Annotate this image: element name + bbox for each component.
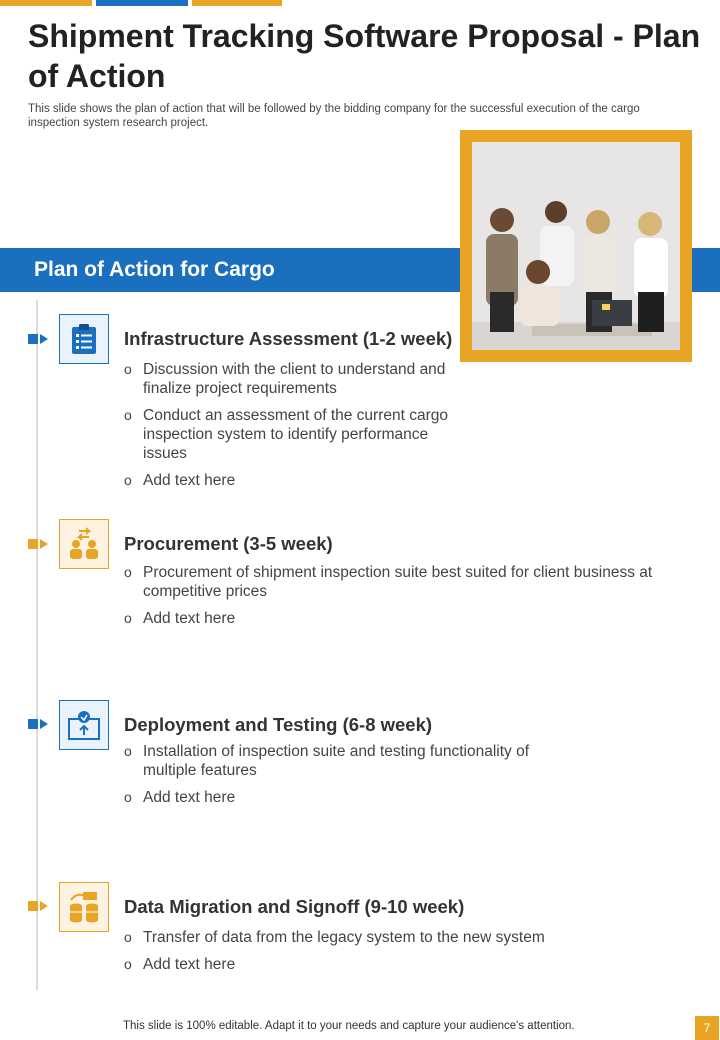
bullet-item: o Procurement of shipment inspection suite best suited for client business at competitive prices bbox=[124, 563, 664, 601]
section-title: Deployment and Testing (6-8 week) bbox=[124, 714, 433, 735]
top-accent-bar-gold-right bbox=[192, 0, 282, 6]
page-subtitle: This slide shows the plan of action that will be followed by the bidding company for the successful execution of the cargo inspection system research project. bbox=[28, 103, 640, 129]
bullet-item: o Installation of inspection suite and testing functionality of multiple features bbox=[124, 742, 554, 780]
bullet-list bbox=[124, 360, 464, 498]
page-number: 7 bbox=[695, 1016, 719, 1040]
deployment-icon bbox=[59, 700, 109, 750]
bullet-list bbox=[124, 742, 554, 815]
section-title: Data Migration and Signoff (9-10 week) bbox=[124, 896, 465, 917]
timeline-marker bbox=[28, 901, 52, 913]
section-title: Procurement (3-5 week) bbox=[124, 533, 333, 554]
bullet-item: o Add text here bbox=[124, 609, 664, 628]
bullet-item: o Add text here bbox=[124, 471, 464, 490]
page-title: Shipment Tracking Software Proposal - Plan of Action bbox=[28, 18, 701, 94]
banner-title: Plan of Action for Cargo bbox=[34, 258, 275, 281]
exchange-people-icon bbox=[59, 519, 109, 569]
bullet-item: o Conduct an assessment of the current cargo inspection system to identify performance issues bbox=[124, 406, 464, 463]
section-title: Infrastructure Assessment (1-2 week) bbox=[124, 328, 453, 349]
timeline-marker bbox=[28, 539, 52, 551]
bullet-item: o Transfer of data from the legacy system to the new system bbox=[124, 928, 644, 947]
bullet-list bbox=[124, 563, 664, 636]
database-transfer-icon bbox=[59, 882, 109, 932]
top-accent-bar-blue bbox=[96, 0, 188, 6]
top-accent-bar-gold-left bbox=[0, 0, 92, 6]
timeline-line bbox=[36, 300, 38, 990]
team-meeting-photo bbox=[472, 142, 680, 350]
bullet-list bbox=[124, 928, 644, 982]
bullet-item: o Add text here bbox=[124, 788, 554, 807]
bullet-item: o Add text here bbox=[124, 955, 644, 974]
timeline-marker bbox=[28, 719, 52, 731]
clipboard-icon bbox=[59, 314, 109, 364]
timeline-marker bbox=[28, 334, 52, 346]
photo-frame bbox=[460, 130, 692, 362]
bullet-item: o Discussion with the client to understand and finalize project requirements bbox=[124, 360, 464, 398]
footer-note: This slide is 100% editable. Adapt it to your needs and capture your audience's attention. bbox=[123, 1020, 575, 1032]
